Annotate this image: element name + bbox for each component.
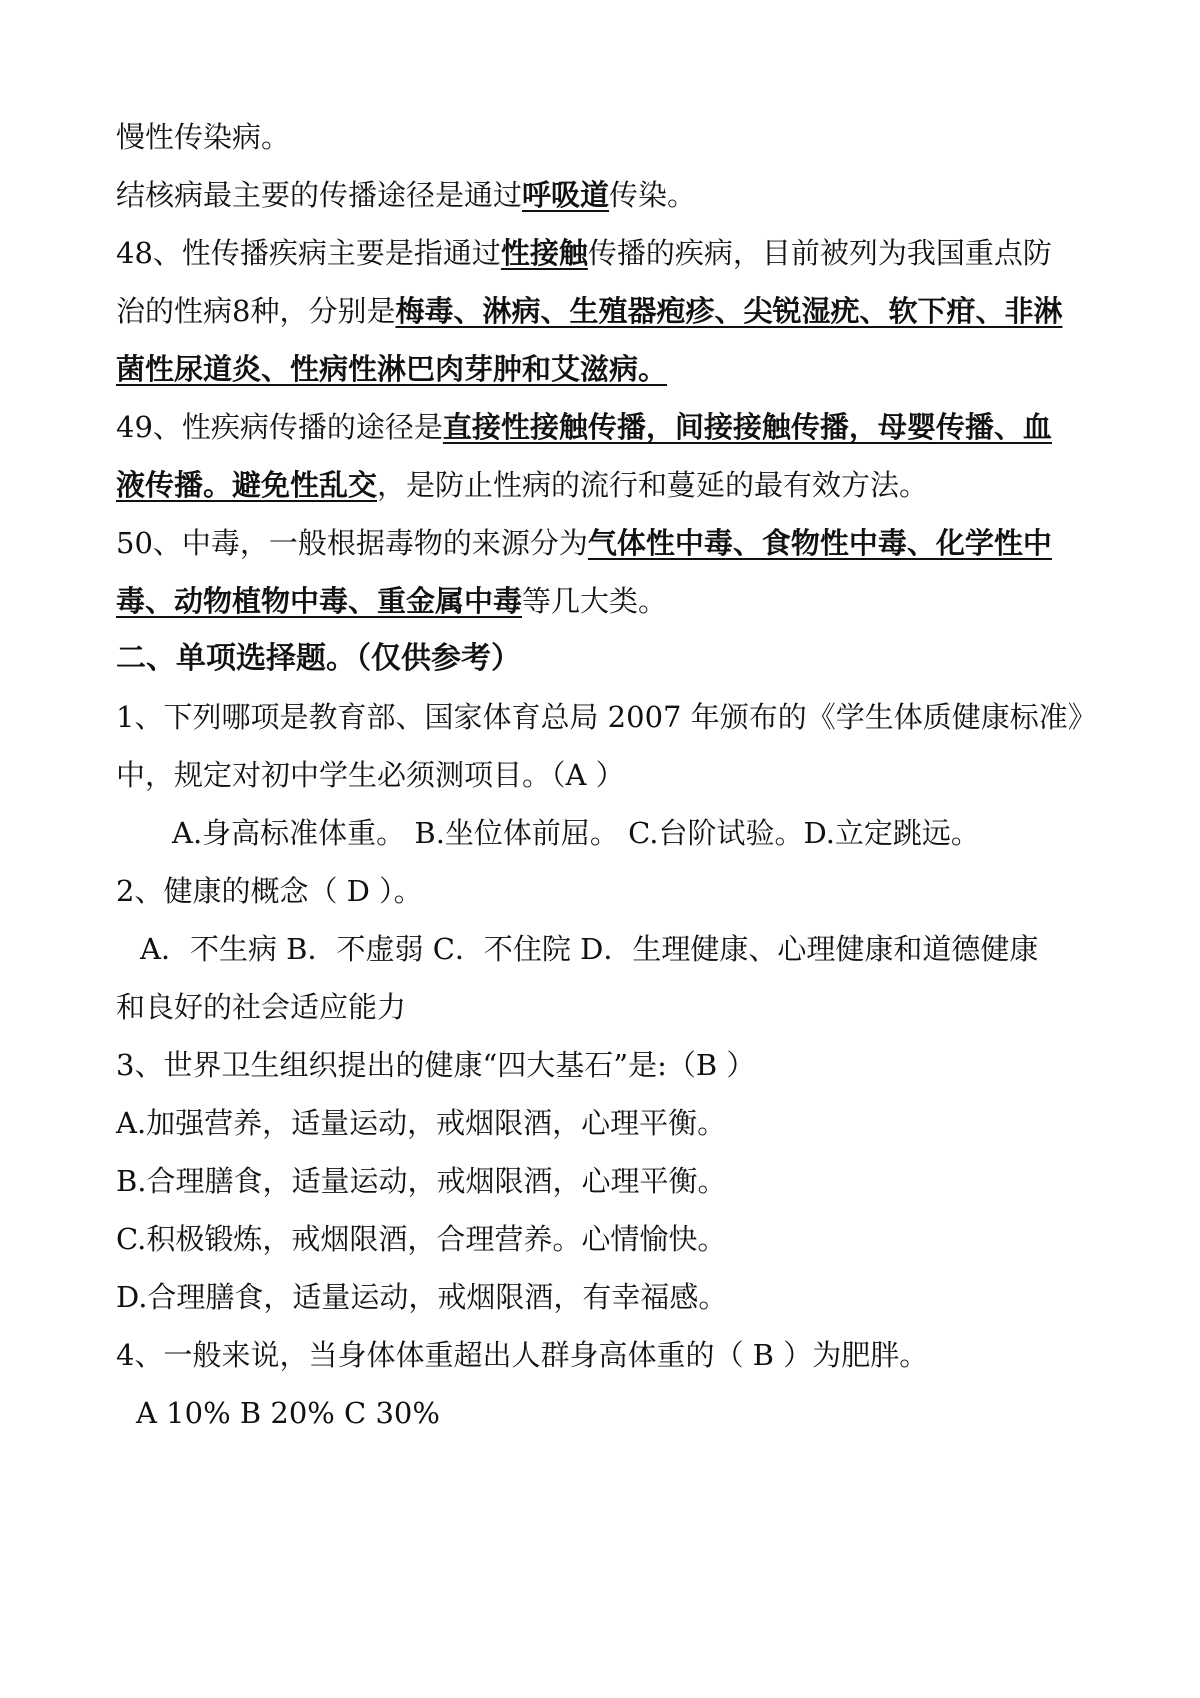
answer-underlined: 液传播。避免性乱交 — [116, 468, 378, 502]
text-run: ，是防止性病的流行和蔓延的最有效方法。 — [377, 468, 929, 502]
text-line — [116, 581, 1096, 621]
question-4: 4、一般来说，当身体体重超出人群身高体重的（ B ）为肥胖。 — [116, 1338, 929, 1372]
question-2: 2、健康的概念（ D ）。 — [116, 874, 423, 908]
text-run: 传播的疾病，目前被列为我国重点防 — [587, 236, 1052, 270]
question-1-options: A.身高标准体重。 B.坐位体前屈。 C.台阶试验。D.立定跳远。 — [172, 816, 980, 850]
answer-underlined: 呼吸道 — [522, 178, 610, 212]
text-line — [116, 233, 1096, 273]
text-line — [116, 175, 1096, 215]
answer-underlined: 菌性尿道炎、性病性淋巴肉芽肿和艾滋病。 — [116, 352, 668, 386]
text-run: 50、中毒，一般根据毒物的来源分为 — [116, 526, 588, 560]
text-line — [116, 117, 1096, 157]
text-run: 治的性病8种，分别是 — [116, 294, 396, 328]
text-run: 慢性传染病。 — [116, 120, 291, 154]
question-2-options: A．不生病 B．不虚弱 C．不住院 D．生理健康、心理健康和道德健康 — [140, 932, 1039, 966]
text-run: 传染。 — [609, 178, 697, 212]
text-run: 49、性疾病传播的途径是 — [116, 410, 443, 444]
text-run: 结核病最主要的传播途径是通过 — [116, 178, 523, 212]
text-line — [116, 523, 1096, 563]
question-3-option-c: C.积极锻炼，戒烟限酒，合理营养。心情愉快。 — [116, 1222, 727, 1256]
text-line — [116, 465, 1096, 505]
answer-underlined: 毒、动物植物中毒、重金属中毒 — [116, 584, 523, 618]
section-heading: 二、单项选择题。（仅供参考） — [116, 641, 521, 676]
question-1-cont: 中，规定对初中学生必须测项目。（A ） — [116, 758, 625, 792]
question-3-option-a: A.加强营养，适量运动，戒烟限酒，心理平衡。 — [116, 1106, 727, 1140]
question-1: 1、下列哪项是教育部、国家体育总局 2007 年颁布的《学生体质健康标准》 — [116, 700, 1097, 734]
text-line — [116, 291, 1096, 331]
text-run: 等几大类。 — [522, 584, 668, 618]
text-line — [116, 407, 1096, 447]
question-3-option-b: B.合理膳食，适量运动，戒烟限酒，心理平衡。 — [116, 1164, 727, 1198]
answer-underlined: 气体性中毒、食物性中毒、化学性中 — [587, 526, 1052, 560]
question-3: 3、世界卫生组织提出的健康“四大基石”是:（B ） — [116, 1048, 756, 1082]
question-4-options: A 10% B 20% C 30% — [136, 1396, 440, 1430]
text-line — [116, 349, 1096, 389]
text-run: 48、性传播疾病主要是指通过 — [116, 236, 501, 270]
question-2-options-cont: 和良好的社会适应能力 — [116, 990, 407, 1024]
answer-underlined: 梅毒、淋病、生殖器疱疹、尖锐湿疣、软下疳、非淋 — [395, 294, 1063, 328]
answer-underlined: 直接性接触传播，间接接触传播，母婴传播、血 — [442, 410, 1052, 444]
question-3-option-d: D.合理膳食，适量运动，戒烟限酒，有幸福感。 — [116, 1280, 728, 1314]
answer-underlined: 性接触 — [500, 236, 588, 270]
